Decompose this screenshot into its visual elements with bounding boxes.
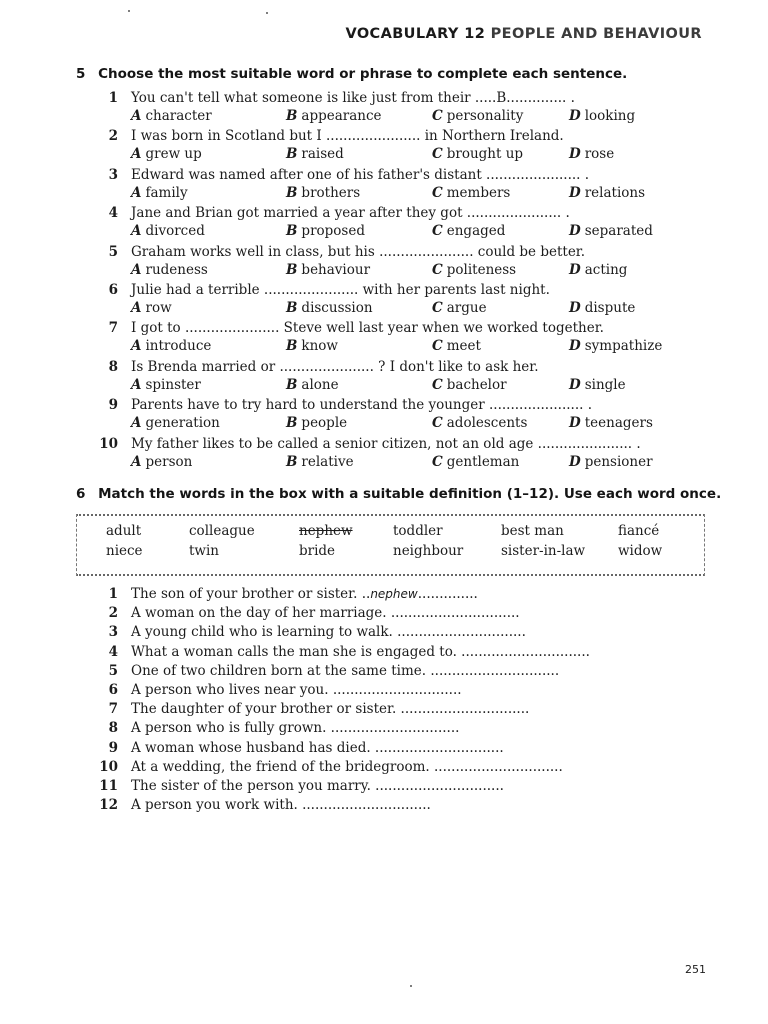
option-text: alone xyxy=(301,376,339,393)
definition-number: 1 xyxy=(108,586,118,602)
option-text: appearance xyxy=(301,108,382,124)
option-letter: A xyxy=(131,108,142,124)
option-text: sympathize xyxy=(584,338,663,355)
option-text: members xyxy=(446,184,511,201)
option-text: pensioner xyxy=(584,453,653,470)
definition-text: What a woman calls the man she is engaged to. .............................. xyxy=(131,643,590,660)
option-c xyxy=(432,377,507,393)
question-number: 9 xyxy=(108,397,118,414)
option-letter: B xyxy=(286,261,298,278)
option-letter: C xyxy=(432,300,443,316)
option-d xyxy=(569,338,662,354)
option-letter: B xyxy=(286,338,298,355)
definition-number: 8 xyxy=(108,720,118,737)
question-text: Edward was named after one of his father's distant ...................... . xyxy=(131,166,590,183)
box-word: colleague xyxy=(189,523,255,539)
option-letter: A xyxy=(131,415,142,432)
option-c xyxy=(432,146,523,162)
question-number: 1 xyxy=(108,90,118,106)
option-text: people xyxy=(301,415,348,432)
option-text: discussion xyxy=(301,300,373,316)
option-d xyxy=(569,146,614,162)
option-letter: C xyxy=(432,338,443,355)
option-text: grew up xyxy=(145,146,202,163)
option-text: rose xyxy=(584,146,615,163)
option-letter: D xyxy=(569,453,581,470)
box-word: toddler xyxy=(393,523,443,539)
option-letter: D xyxy=(569,376,581,393)
question-text: Graham works well in class, but his ...................... could be better. xyxy=(131,243,586,260)
box-word: widow xyxy=(618,543,663,559)
question-text: You can't tell what someone is like just from their .....B.............. . xyxy=(131,90,575,106)
definition-number: 9 xyxy=(108,739,118,756)
option-letter: B xyxy=(286,223,298,240)
definition-text: A woman on the day of her marriage. .............................. xyxy=(131,605,520,622)
exercise-5-title xyxy=(76,66,627,82)
option-text: politeness xyxy=(446,261,517,278)
option-d xyxy=(569,300,635,316)
option-letter: A xyxy=(131,184,142,201)
question-number: 3 xyxy=(108,166,118,183)
option-text: bachelor xyxy=(446,376,507,393)
option-letter: B xyxy=(286,300,298,316)
question-number: 4 xyxy=(108,205,118,222)
option-text: know xyxy=(301,338,338,355)
box-word: nephew xyxy=(299,523,353,539)
box-word: best man xyxy=(501,523,564,539)
option-text: brothers xyxy=(301,184,361,201)
option-letter: B xyxy=(286,415,298,432)
box-word: bride xyxy=(299,543,336,559)
handwritten-answer: nephew xyxy=(370,587,418,601)
option-c xyxy=(432,338,481,354)
definition-number: 10 xyxy=(99,758,118,775)
question-number: 8 xyxy=(108,358,118,375)
option-letter: D xyxy=(569,223,581,240)
definition-text: A person you work with. .............................. xyxy=(131,797,431,814)
option-b xyxy=(286,185,360,201)
scan-speck xyxy=(266,12,268,14)
option-b xyxy=(286,377,339,393)
option-text: proposed xyxy=(301,223,365,240)
option-text: engaged xyxy=(446,223,506,240)
definition-text: A young child who is learning to walk. .............................. xyxy=(131,624,526,641)
definition-number: 5 xyxy=(108,662,118,679)
option-b xyxy=(286,223,365,239)
option-text: single xyxy=(584,376,626,393)
option-c xyxy=(432,223,505,239)
option-text: brought up xyxy=(446,146,524,163)
box-word: neighbour xyxy=(393,543,464,559)
scan-speck xyxy=(410,985,412,987)
definition-text: A person who is fully grown. .............................. xyxy=(131,720,460,737)
option-c xyxy=(432,108,523,124)
option-letter: B xyxy=(286,184,298,201)
option-a xyxy=(131,185,188,201)
option-b xyxy=(286,262,370,278)
option-letter: A xyxy=(131,300,142,316)
option-a xyxy=(131,223,205,239)
box-word: adult xyxy=(106,523,142,539)
option-letter: D xyxy=(569,184,581,201)
option-d xyxy=(569,415,653,431)
exercise-5-number: 5 xyxy=(76,66,86,82)
page-header xyxy=(345,26,702,42)
option-text: spinster xyxy=(145,376,201,393)
option-text: character xyxy=(145,108,212,124)
option-letter: C xyxy=(432,376,443,393)
option-letter: A xyxy=(131,146,142,163)
question-text: Julie had a terrible ...................... with her parents last night. xyxy=(131,282,550,298)
option-text: family xyxy=(145,184,188,201)
definition-text: The daughter of your brother or sister. .............................. xyxy=(131,701,530,718)
box-word: fiancé xyxy=(618,523,660,539)
word-box xyxy=(76,514,705,576)
option-letter: D xyxy=(569,300,581,316)
option-a xyxy=(131,300,172,316)
definition-number: 7 xyxy=(108,701,118,718)
option-text: rudeness xyxy=(145,261,208,278)
question-text: Parents have to try hard to understand the younger ...................... . xyxy=(131,397,592,414)
box-word: niece xyxy=(106,543,143,559)
definition-number: 2 xyxy=(108,605,118,622)
definition-number: 3 xyxy=(108,624,118,641)
option-b xyxy=(286,454,354,470)
definition-text: A woman whose husband has died. .............................. xyxy=(131,739,504,756)
option-text: argue xyxy=(446,300,487,316)
option-d xyxy=(569,185,645,201)
option-text: separated xyxy=(584,223,653,240)
option-letter: C xyxy=(432,184,443,201)
option-a xyxy=(131,454,192,470)
question-number: 5 xyxy=(108,243,118,260)
question-number: 10 xyxy=(99,435,118,452)
option-a xyxy=(131,262,208,278)
option-text: looking xyxy=(584,108,636,124)
option-text: row xyxy=(145,300,172,316)
option-letter: C xyxy=(432,223,443,240)
option-letter: C xyxy=(432,415,443,432)
option-letter: A xyxy=(131,338,142,355)
definition-number: 4 xyxy=(108,643,118,660)
option-letter: C xyxy=(432,108,443,124)
option-d xyxy=(569,223,653,239)
header-title: VOCABULARY 12 xyxy=(345,26,486,42)
definition-text: One of two children born at the same time. .............................. xyxy=(131,662,560,679)
box-word: twin xyxy=(189,543,219,559)
option-letter: D xyxy=(569,261,581,278)
option-text: introduce xyxy=(145,338,212,355)
option-c xyxy=(432,415,527,431)
option-letter: A xyxy=(131,453,142,470)
option-text: behaviour xyxy=(301,261,371,278)
option-text: dispute xyxy=(584,300,636,316)
option-letter: D xyxy=(569,415,581,432)
option-letter: B xyxy=(286,453,298,470)
option-text: divorced xyxy=(145,223,205,240)
option-a xyxy=(131,377,201,393)
option-a xyxy=(131,415,220,431)
option-c xyxy=(432,185,510,201)
option-d xyxy=(569,262,627,278)
exercise-6-title xyxy=(76,486,721,502)
definition-text: A person who lives near you. .............................. xyxy=(131,682,462,698)
definition-text: The son of your brother or sister. ..nephew.............. xyxy=(131,586,478,602)
exercise-6-number: 6 xyxy=(76,486,86,502)
option-d xyxy=(569,108,635,124)
question-text: Jane and Brian got married a year after they got ...................... . xyxy=(131,205,570,222)
option-b xyxy=(286,300,373,316)
option-letter: A xyxy=(131,376,142,393)
option-text: relative xyxy=(301,453,354,470)
option-letter: C xyxy=(432,261,443,278)
option-text: generation xyxy=(145,415,220,432)
question-number: 2 xyxy=(108,128,118,145)
option-text: teenagers xyxy=(584,415,653,432)
option-b xyxy=(286,415,347,431)
option-c xyxy=(432,300,487,316)
option-letter: D xyxy=(569,146,581,163)
option-letter: D xyxy=(569,108,581,124)
definition-number: 12 xyxy=(99,797,118,814)
definition-text: The sister of the person you marry. .............................. xyxy=(131,778,504,794)
option-text: gentleman xyxy=(446,453,520,470)
box-word: sister-in-law xyxy=(501,543,586,559)
option-text: raised xyxy=(301,146,344,163)
option-letter: A xyxy=(131,223,142,240)
option-d xyxy=(569,454,653,470)
option-text: person xyxy=(145,453,193,470)
question-text: I got to ...................... Steve well last year when we worked together. xyxy=(131,320,604,337)
option-text: acting xyxy=(584,261,628,278)
page-number: 251 xyxy=(685,963,706,976)
option-letter: B xyxy=(286,376,298,393)
option-letter: C xyxy=(432,453,443,470)
option-text: relations xyxy=(584,184,646,201)
option-letter: D xyxy=(569,338,581,355)
definition-number: 6 xyxy=(108,682,118,698)
scan-speck xyxy=(128,10,130,12)
option-c xyxy=(432,454,519,470)
option-letter: C xyxy=(432,146,443,163)
option-a xyxy=(131,146,202,162)
option-text: adolescents xyxy=(446,415,528,432)
exercise-5-instruction: Choose the most suitable word or phrase to complete each sentence. xyxy=(98,66,628,82)
option-a xyxy=(131,338,211,354)
option-a xyxy=(131,108,212,124)
definition-number: 11 xyxy=(99,778,118,794)
option-c xyxy=(432,262,516,278)
option-letter: A xyxy=(131,261,142,278)
option-b xyxy=(286,338,338,354)
definition-text: At a wedding, the friend of the bridegroom. .............................. xyxy=(131,758,563,775)
option-text: meet xyxy=(446,338,481,355)
option-b xyxy=(286,108,382,124)
header-subtitle: PEOPLE AND BEHAVIOUR xyxy=(490,26,702,42)
exercise-6-instruction: Match the words in the box with a suitable definition (1–12). Use each word once. xyxy=(98,486,722,502)
option-text: personality xyxy=(446,108,524,124)
question-text: Is Brenda married or ...................... ? I don't like to ask her. xyxy=(131,358,539,375)
option-letter: B xyxy=(286,108,298,124)
option-letter: B xyxy=(286,146,298,163)
option-b xyxy=(286,146,344,162)
question-text: My father likes to be called a senior citizen, not an old age ...................... . xyxy=(131,435,641,452)
question-number: 7 xyxy=(108,320,118,337)
option-d xyxy=(569,377,626,393)
question-number: 6 xyxy=(108,282,118,298)
question-text: I was born in Scotland but I ...................... in Northern Ireland. xyxy=(131,128,564,145)
